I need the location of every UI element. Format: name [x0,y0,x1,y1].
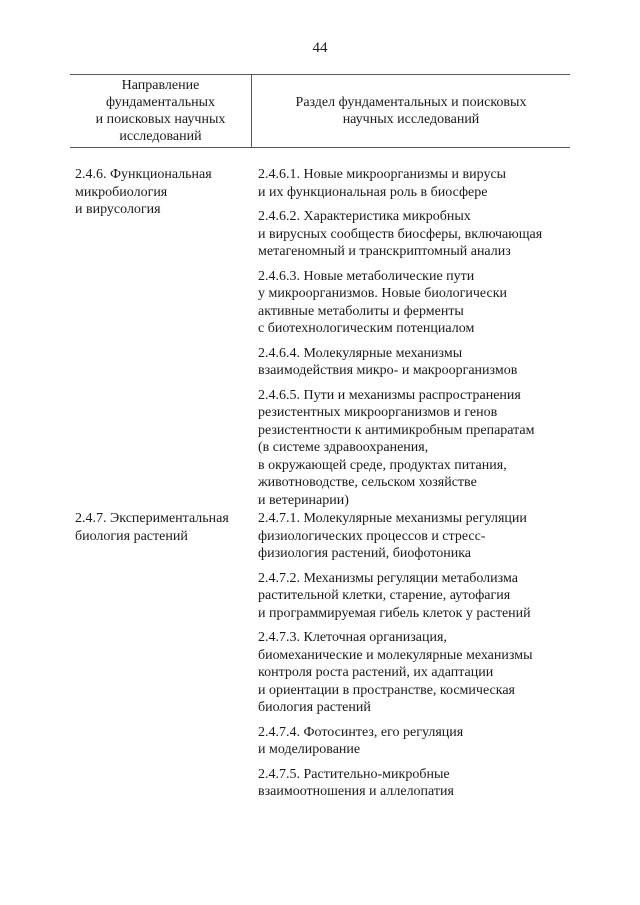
list-item: 2.4.7.5. Растительно-микробные взаимоотношения и аллелопатия [258,766,454,799]
header-direction-column: Направление фундаментальных и поисковых научных исследований [70,75,252,147]
list-item: 2.4.6.4. Молекулярные механизмы взаимодействия микро- и макроорганизмов [258,345,518,378]
list-item: 2.4.7.1. Молекулярные механизмы регуляции физиологических процессов и стресс- физиология растений, биофотоника [258,511,527,561]
direction-label: 2.4.6. Функциональная микробиология и вирусология [75,167,212,217]
section-items [258,510,578,808]
page-number: 44 [312,40,328,56]
direction-label: 2.4.7. Экспериментальная биология растений [75,511,229,544]
list-item: 2.4.6.5. Пути и механизмы распространения резистентных микроорганизмов и генов резистентности к антимикробным препаратам (в системе здравоохранения, в окружающей среде, продуктах питания, животноводстве, сельском хозяйстве и ветеринарии) [258,387,535,508]
list-item: 2.4.7.4. Фотосинтез, его регуляция и моделирование [258,724,464,757]
list-item: 2.4.7.2. Механизмы регуляции метаболизма растительной клетки, старение, аутофагия и программируемая гибель клеток у растений [258,570,531,621]
list-item: 2.4.6.1. Новые микроорганизмы и вирусы и их функциональная роль в биосфере [258,167,507,200]
section-items [258,166,578,516]
list-item: 2.4.6.2. Характеристика микробных и вирусных сообществ биосферы, включающая метагеномный и транскриптомный анализ [258,209,543,259]
list-item: 2.4.6.3. Новые метаболические пути у микроорганизмов. Новые биологически активные метаболиты и ферменты с биотехнологическим потенциалом [258,268,507,336]
table-header [70,74,570,148]
list-item: 2.4.7.3. Клеточная организация, биомеханические и молекулярные механизмы контроля роста растений, их адаптации и ориентации в пространстве, космическая биология растений [258,630,533,715]
header-section-column: Раздел фундаментальных и поисковых научных исследований [295,95,527,127]
